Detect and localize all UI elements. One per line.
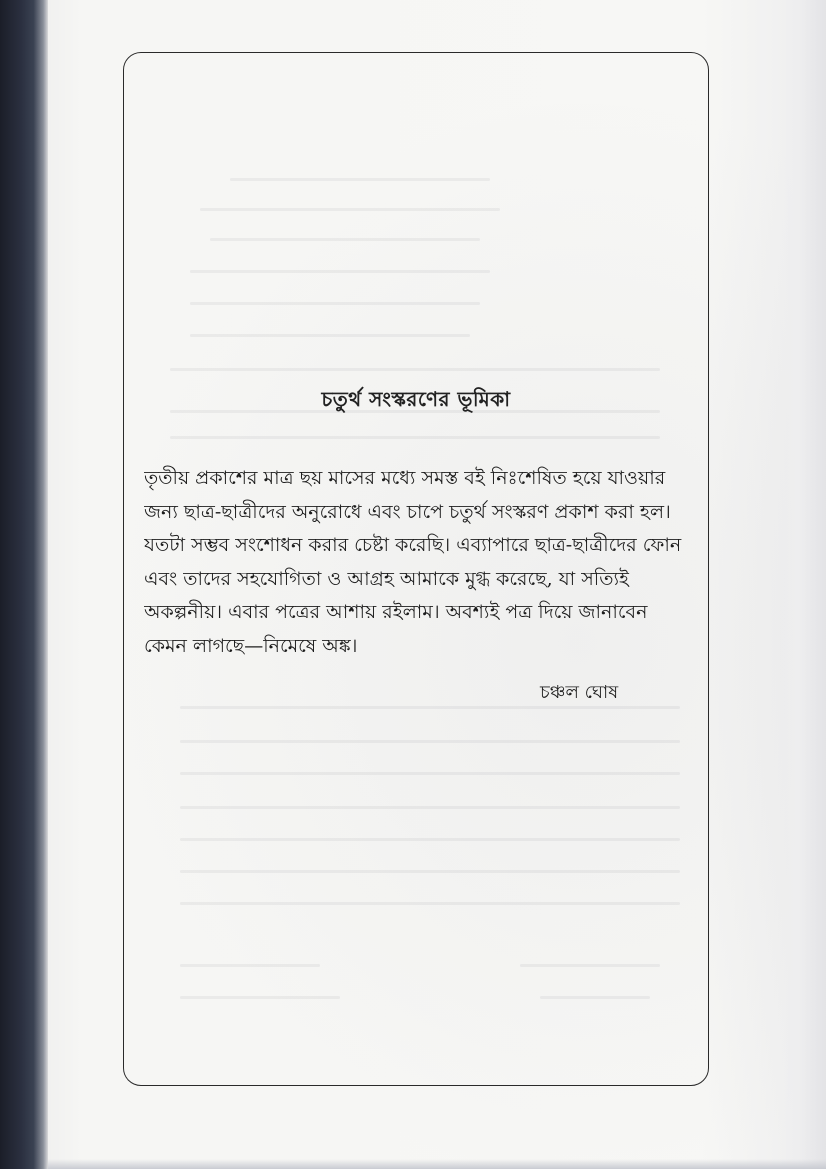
paragraph-line: তৃতীয় প্রকাশের মাত্র ছয় মাসের মধ্যে সমস্ত বই নিঃশেষিত হয়ে যাওয়ার: [144, 467, 666, 489]
preface-paragraph: [144, 462, 689, 663]
page-bottom-edge: [48, 1159, 826, 1169]
preface-heading: চতুর্থ সংস্করণের ভূমিকা: [321, 387, 511, 411]
page-right-edge: [780, 0, 826, 1169]
author-signature: চঞ্চল ঘোষ: [540, 682, 619, 703]
book-spine-edge: [0, 0, 48, 1169]
paragraph-line: এবং তাদের সহযোগিতা ও আগ্রহ আমাকে মুগ্ধ করেছে, যা সত্যিই: [144, 567, 629, 590]
paragraph-line: কেমন লাগছে—নিমেষে অঙ্ক।: [144, 634, 358, 657]
paragraph-line: অকল্পনীয়। এবার পত্রের আশায় রইলাম। অবশ্যই পত্র দিয়ে জানাবেন: [144, 601, 648, 623]
paragraph-line: যতটা সম্ভব সংশোধন করার চেষ্টা করেছি। এব্যাপারে ছাত্র-ছাত্রীদের ফোন: [144, 534, 682, 556]
paragraph-line: জন্য ছাত্র-ছাত্রীদের অনুরোধে এবং চাপে চতুর্থ সংস্করণ প্রকাশ করা হল।: [144, 500, 671, 523]
